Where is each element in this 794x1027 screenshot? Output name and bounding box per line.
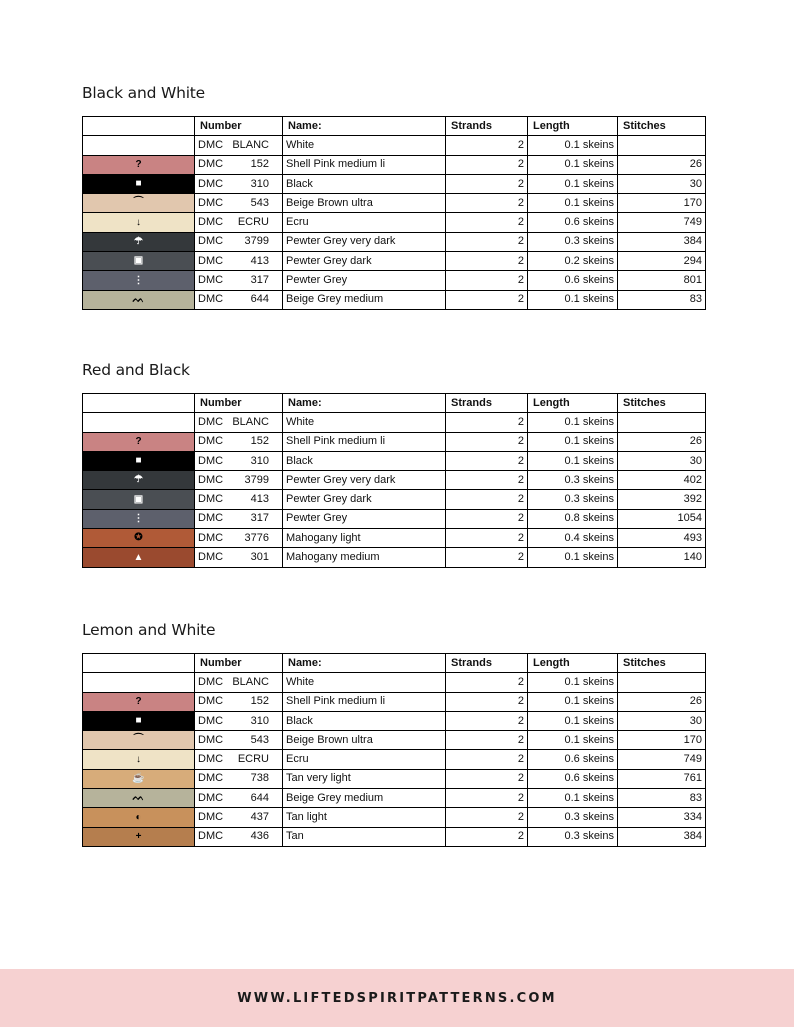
color-swatch: ▣ — [83, 252, 195, 271]
dmc-code: 301 — [250, 551, 269, 564]
dmc-code: 3776 — [244, 531, 269, 544]
table-row — [83, 750, 706, 769]
dmc-prefix: DMC — [198, 415, 224, 428]
strands-value: 2 — [446, 155, 528, 174]
length-value: 0.8 skeins — [528, 509, 618, 528]
strands-value: 2 — [446, 789, 528, 808]
dmc-code: BLANC — [232, 675, 269, 688]
length-value: 0.1 skeins — [528, 194, 618, 213]
dmc-prefix: DMC — [198, 435, 224, 448]
dmc-code: ECRU — [237, 216, 269, 229]
stitches-value: 1054 — [618, 509, 706, 528]
thread-name: Shell Pink medium li — [283, 155, 446, 174]
table-row — [83, 213, 706, 232]
dmc-prefix: DMC — [198, 791, 224, 804]
stitches-value: 392 — [618, 490, 706, 509]
length-value: 0.1 skeins — [528, 692, 618, 711]
length-value: 0.3 skeins — [528, 808, 618, 827]
thread-name: Pewter Grey — [283, 509, 446, 528]
dmc-number — [195, 232, 283, 251]
dmc-prefix: DMC — [198, 753, 224, 766]
dmc-code: 152 — [250, 158, 269, 171]
strands-value: 2 — [446, 827, 528, 846]
stitches-value: 30 — [618, 174, 706, 193]
table-row — [83, 194, 706, 213]
strands-value: 2 — [446, 252, 528, 271]
header-name: Name: — [283, 117, 446, 136]
table-header-row — [83, 654, 706, 673]
strands-value: 2 — [446, 451, 528, 470]
dmc-prefix: DMC — [198, 512, 224, 525]
dmc-code: BLANC — [232, 138, 269, 151]
color-swatch: ᨓ — [83, 789, 195, 808]
header-length: Length — [528, 394, 618, 413]
dmc-number — [195, 252, 283, 271]
stitches-value — [618, 136, 706, 155]
dmc-code: 543 — [250, 196, 269, 209]
strands-value: 2 — [446, 232, 528, 251]
dmc-prefix: DMC — [198, 274, 224, 287]
dmc-number — [195, 548, 283, 567]
thread-name: Pewter Grey — [283, 271, 446, 290]
strands-value: 2 — [446, 490, 528, 509]
thread-name: Black — [283, 451, 446, 470]
length-value: 0.1 skeins — [528, 155, 618, 174]
thread-name: Pewter Grey very dark — [283, 471, 446, 490]
length-value: 0.1 skeins — [528, 174, 618, 193]
thread-name: Mahogany light — [283, 529, 446, 548]
dmc-prefix: DMC — [198, 675, 224, 688]
dmc-prefix: DMC — [198, 293, 224, 306]
color-swatch: ✪ — [83, 529, 195, 548]
stitches-value: 801 — [618, 271, 706, 290]
header-length: Length — [528, 654, 618, 673]
strands-value: 2 — [446, 194, 528, 213]
table-body — [83, 673, 706, 847]
dmc-prefix: DMC — [198, 177, 224, 190]
table-row — [83, 673, 706, 692]
color-swatch: ? — [83, 692, 195, 711]
table-row — [83, 471, 706, 490]
stitches-value: 294 — [618, 252, 706, 271]
dmc-code: 543 — [250, 733, 269, 746]
dmc-number — [195, 155, 283, 174]
strands-value: 2 — [446, 750, 528, 769]
table-row — [83, 451, 706, 470]
dmc-prefix: DMC — [198, 551, 224, 564]
strands-value: 2 — [446, 174, 528, 193]
length-value: 0.1 skeins — [528, 451, 618, 470]
stitches-value: 170 — [618, 731, 706, 750]
header-length: Length — [528, 117, 618, 136]
table-header-row — [83, 117, 706, 136]
dmc-number — [195, 174, 283, 193]
dmc-prefix: DMC — [198, 454, 224, 467]
dmc-number — [195, 789, 283, 808]
thread-name: White — [283, 673, 446, 692]
stitches-value — [618, 413, 706, 432]
color-swatch — [83, 136, 195, 155]
table-row — [83, 548, 706, 567]
strands-value: 2 — [446, 136, 528, 155]
dmc-code: 3799 — [244, 235, 269, 248]
length-value: 0.1 skeins — [528, 731, 618, 750]
color-swatch: ▣ — [83, 490, 195, 509]
table-row — [83, 290, 706, 309]
length-value: 0.3 skeins — [528, 490, 618, 509]
color-swatch: ? — [83, 155, 195, 174]
strands-value: 2 — [446, 808, 528, 827]
stitches-value: 140 — [618, 548, 706, 567]
dmc-number — [195, 471, 283, 490]
thread-name: Beige Brown ultra — [283, 731, 446, 750]
thread-name: Shell Pink medium li — [283, 432, 446, 451]
stitches-value: 384 — [618, 232, 706, 251]
dmc-prefix: DMC — [198, 235, 224, 248]
dmc-number — [195, 509, 283, 528]
stitches-value: 26 — [618, 432, 706, 451]
dmc-number — [195, 290, 283, 309]
dmc-code: 317 — [250, 274, 269, 287]
table-row — [83, 808, 706, 827]
header-swatch — [83, 117, 195, 136]
section-title: Lemon and White — [82, 621, 216, 639]
dmc-prefix: DMC — [198, 196, 224, 209]
dmc-prefix: DMC — [198, 531, 224, 544]
header-number: Number — [195, 394, 283, 413]
thread-name: Ecru — [283, 750, 446, 769]
table-row — [83, 252, 706, 271]
dmc-prefix: DMC — [198, 138, 224, 151]
header-name: Name: — [283, 654, 446, 673]
length-value: 0.2 skeins — [528, 252, 618, 271]
length-value: 0.1 skeins — [528, 136, 618, 155]
strands-value: 2 — [446, 213, 528, 232]
dmc-code: 152 — [250, 695, 269, 708]
strands-value: 2 — [446, 413, 528, 432]
table-row — [83, 432, 706, 451]
length-value: 0.4 skeins — [528, 529, 618, 548]
table-row — [83, 827, 706, 846]
header-strands: Strands — [446, 654, 528, 673]
dmc-number — [195, 711, 283, 730]
website-url: WWW.LIFTEDSPIRITPATTERNS.COM — [237, 991, 557, 1006]
strands-value: 2 — [446, 673, 528, 692]
stitches-value: 83 — [618, 789, 706, 808]
table-row — [83, 529, 706, 548]
dmc-prefix: DMC — [198, 216, 224, 229]
color-swatch: ■ — [83, 711, 195, 730]
dmc-prefix: DMC — [198, 254, 224, 267]
color-swatch: ? — [83, 432, 195, 451]
strands-value: 2 — [446, 769, 528, 788]
header-name: Name: — [283, 394, 446, 413]
strands-value: 2 — [446, 711, 528, 730]
stitches-value: 30 — [618, 711, 706, 730]
stitches-value: 749 — [618, 750, 706, 769]
thread-name: Pewter Grey dark — [283, 490, 446, 509]
strands-value: 2 — [446, 471, 528, 490]
dmc-prefix: DMC — [198, 733, 224, 746]
table-body — [83, 136, 706, 310]
length-value: 0.6 skeins — [528, 271, 618, 290]
strands-value: 2 — [446, 509, 528, 528]
header-strands: Strands — [446, 394, 528, 413]
thread-name: Mahogany medium — [283, 548, 446, 567]
table-row — [83, 789, 706, 808]
dmc-number — [195, 194, 283, 213]
dmc-number — [195, 731, 283, 750]
header-stitches: Stitches — [618, 394, 706, 413]
table-body — [83, 413, 706, 567]
length-value: 0.3 skeins — [528, 827, 618, 846]
dmc-code: 436 — [250, 830, 269, 843]
length-value: 0.1 skeins — [528, 673, 618, 692]
table-row — [83, 711, 706, 730]
table-row — [83, 731, 706, 750]
dmc-code: 413 — [250, 254, 269, 267]
header-stitches: Stitches — [618, 117, 706, 136]
table-row — [83, 413, 706, 432]
dmc-code: 413 — [250, 493, 269, 506]
dmc-code: 310 — [250, 177, 269, 190]
dmc-prefix: DMC — [198, 473, 224, 486]
strands-value: 2 — [446, 271, 528, 290]
length-value: 0.1 skeins — [528, 432, 618, 451]
thread-name: White — [283, 136, 446, 155]
length-value: 0.6 skeins — [528, 750, 618, 769]
color-swatch: ▲ — [83, 548, 195, 567]
dmc-number — [195, 750, 283, 769]
stitches-value: 761 — [618, 769, 706, 788]
length-value: 0.1 skeins — [528, 548, 618, 567]
strands-value: 2 — [446, 290, 528, 309]
strands-value: 2 — [446, 529, 528, 548]
color-swatch: ⋮ — [83, 509, 195, 528]
thread-name: Pewter Grey dark — [283, 252, 446, 271]
dmc-code: 310 — [250, 714, 269, 727]
header-number: Number — [195, 654, 283, 673]
table-row — [83, 692, 706, 711]
length-value: 0.1 skeins — [528, 413, 618, 432]
thread-name: White — [283, 413, 446, 432]
stitches-value: 384 — [618, 827, 706, 846]
color-swatch: + — [83, 827, 195, 846]
thread-name: Black — [283, 711, 446, 730]
strands-value: 2 — [446, 731, 528, 750]
length-value: 0.6 skeins — [528, 769, 618, 788]
dmc-code: BLANC — [232, 415, 269, 428]
strands-value: 2 — [446, 692, 528, 711]
thread-name: Beige Grey medium — [283, 789, 446, 808]
table-row — [83, 136, 706, 155]
thread-name: Beige Grey medium — [283, 290, 446, 309]
dmc-number — [195, 136, 283, 155]
table-row — [83, 232, 706, 251]
header-stitches: Stitches — [618, 654, 706, 673]
thread-name: Pewter Grey very dark — [283, 232, 446, 251]
stitches-value: 26 — [618, 692, 706, 711]
dmc-number — [195, 213, 283, 232]
dmc-prefix: DMC — [198, 493, 224, 506]
stitches-value: 749 — [618, 213, 706, 232]
stitches-value: 26 — [618, 155, 706, 174]
header-number: Number — [195, 117, 283, 136]
dmc-code: 644 — [250, 791, 269, 804]
dmc-prefix: DMC — [198, 830, 224, 843]
stitches-value: 170 — [618, 194, 706, 213]
dmc-number — [195, 673, 283, 692]
stitches-value: 334 — [618, 808, 706, 827]
length-value: 0.3 skeins — [528, 471, 618, 490]
color-swatch: ■ — [83, 451, 195, 470]
dmc-code: 644 — [250, 293, 269, 306]
dmc-number — [195, 271, 283, 290]
stitches-value: 83 — [618, 290, 706, 309]
dmc-number — [195, 808, 283, 827]
dmc-number — [195, 432, 283, 451]
color-swatch: ⌒ — [83, 731, 195, 750]
color-swatch: ᨓ — [83, 290, 195, 309]
dmc-number — [195, 692, 283, 711]
dmc-number — [195, 529, 283, 548]
thread-table — [82, 653, 706, 847]
thread-name: Tan very light — [283, 769, 446, 788]
thread-name: Shell Pink medium li — [283, 692, 446, 711]
thread-name: Tan light — [283, 808, 446, 827]
color-swatch: ☂ — [83, 232, 195, 251]
stitches-value: 30 — [618, 451, 706, 470]
stitches-value: 402 — [618, 471, 706, 490]
dmc-number — [195, 451, 283, 470]
dmc-number — [195, 490, 283, 509]
length-value: 0.1 skeins — [528, 290, 618, 309]
table-row — [83, 271, 706, 290]
dmc-number — [195, 413, 283, 432]
dmc-prefix: DMC — [198, 772, 224, 785]
thread-name: Beige Brown ultra — [283, 194, 446, 213]
color-swatch: ◐ — [83, 808, 195, 827]
table-row — [83, 509, 706, 528]
dmc-prefix: DMC — [198, 811, 224, 824]
table-row — [83, 769, 706, 788]
color-swatch: ☂ — [83, 471, 195, 490]
strands-value: 2 — [446, 548, 528, 567]
length-value: 0.1 skeins — [528, 789, 618, 808]
header-swatch — [83, 654, 195, 673]
table-row — [83, 174, 706, 193]
color-swatch: ☕ — [83, 769, 195, 788]
dmc-prefix: DMC — [198, 158, 224, 171]
dmc-code: 152 — [250, 435, 269, 448]
table-row — [83, 155, 706, 174]
dmc-code: 437 — [250, 811, 269, 824]
dmc-number — [195, 827, 283, 846]
dmc-prefix: DMC — [198, 695, 224, 708]
thread-name: Tan — [283, 827, 446, 846]
color-swatch: ⋮ — [83, 271, 195, 290]
color-swatch — [83, 413, 195, 432]
dmc-prefix: DMC — [198, 714, 224, 727]
thread-table — [82, 393, 706, 568]
thread-name: Black — [283, 174, 446, 193]
thread-name: Ecru — [283, 213, 446, 232]
dmc-code: ECRU — [237, 753, 269, 766]
table-header-row — [83, 394, 706, 413]
length-value: 0.3 skeins — [528, 232, 618, 251]
section-title: Black and White — [82, 84, 206, 102]
length-value: 0.1 skeins — [528, 711, 618, 730]
dmc-code: 310 — [250, 454, 269, 467]
stitches-value — [618, 673, 706, 692]
dmc-code: 738 — [250, 772, 269, 785]
section-title: Red and Black — [82, 361, 190, 379]
dmc-number — [195, 769, 283, 788]
color-swatch: ↓ — [83, 750, 195, 769]
color-swatch — [83, 673, 195, 692]
color-swatch: ⌒ — [83, 194, 195, 213]
header-swatch — [83, 394, 195, 413]
length-value: 0.6 skeins — [528, 213, 618, 232]
dmc-code: 3799 — [244, 473, 269, 486]
thread-table — [82, 116, 706, 310]
header-strands: Strands — [446, 117, 528, 136]
footer-banner — [0, 969, 794, 1027]
table-row — [83, 490, 706, 509]
color-swatch: ■ — [83, 174, 195, 193]
strands-value: 2 — [446, 432, 528, 451]
stitches-value: 493 — [618, 529, 706, 548]
dmc-code: 317 — [250, 512, 269, 525]
color-swatch: ↓ — [83, 213, 195, 232]
